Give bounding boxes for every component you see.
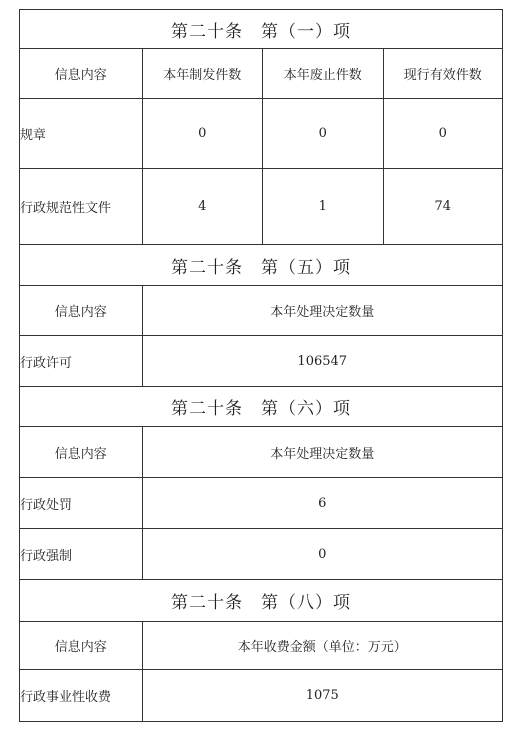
- header-currently-valid: 现行有效件数: [383, 49, 503, 98]
- valid-count: 74: [383, 169, 503, 244]
- abolished-count: 0: [262, 99, 383, 168]
- row-label: 行政许可: [20, 355, 73, 371]
- section1-title: 第二十条 第（一）项: [171, 21, 351, 42]
- table-row: [19, 168, 503, 244]
- row-label: 行政规范性文件: [20, 201, 112, 216]
- section1-header-row: [19, 48, 503, 98]
- section5-title: 第二十条 第（五）项: [171, 257, 351, 278]
- header-info-content: 信息内容: [54, 640, 107, 655]
- header-fee-amount: 本年收费金额（单位：万元）: [142, 622, 503, 669]
- section6-title-row: [19, 386, 503, 426]
- disclosure-table: [19, 9, 503, 722]
- section8-title: 第二十条 第（八）项: [171, 593, 351, 613]
- table-row: [19, 98, 503, 168]
- header-info-content: 信息内容: [54, 446, 107, 462]
- decision-count: 0: [142, 529, 503, 579]
- header-abolished-this-year: 本年废止件数: [262, 49, 383, 98]
- decision-count: 106547: [142, 336, 503, 386]
- header-info-content: 信息内容: [54, 68, 107, 83]
- header-decisions-this-year: 本年处理决定数量: [142, 427, 503, 477]
- issued-count: 4: [142, 169, 263, 244]
- row-label: 行政强制: [20, 548, 73, 564]
- table-row: [19, 669, 503, 722]
- row-label: 行政处罚: [20, 497, 73, 513]
- section5-header-row: [19, 285, 503, 335]
- table-row: [19, 528, 503, 579]
- abolished-count: 1: [262, 169, 383, 244]
- fee-amount: 1075: [142, 670, 503, 721]
- table-row: [19, 477, 503, 528]
- section5-title-row: [19, 244, 503, 285]
- valid-count: 0: [383, 99, 503, 168]
- section8-header-row: [19, 621, 503, 669]
- row-label: 规章: [20, 128, 47, 143]
- section1-title-row: [19, 9, 503, 48]
- header-decisions-this-year: 本年处理决定数量: [142, 286, 503, 335]
- section6-title: 第二十条 第（六）项: [171, 399, 351, 419]
- section8-title-row: [19, 579, 503, 621]
- section6-header-row: [19, 426, 503, 477]
- table-row: [19, 335, 503, 386]
- issued-count: 0: [142, 99, 263, 168]
- row-label: 行政事业性收费: [20, 690, 112, 705]
- decision-count: 6: [142, 478, 503, 528]
- header-info-content: 信息内容: [54, 305, 107, 320]
- header-issued-this-year: 本年制发件数: [142, 49, 263, 98]
